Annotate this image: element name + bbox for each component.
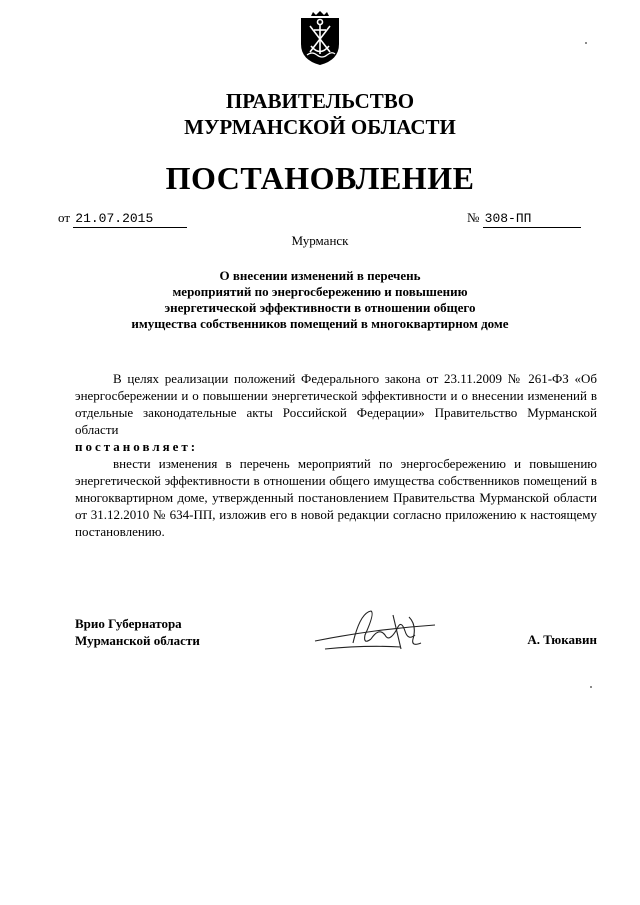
signatory-title bbox=[75, 615, 200, 649]
number-row bbox=[467, 210, 581, 228]
signatory-title-line1: Врио Губернатора bbox=[75, 616, 182, 631]
city: Мурманск bbox=[291, 233, 349, 248]
government-name-line1: ПРАВИТЕЛЬСТВО bbox=[225, 89, 415, 113]
subject-line: О внесении изменений в перечень bbox=[219, 268, 421, 283]
scan-speck bbox=[590, 686, 592, 688]
resolution-paragraph: внести изменения в перечень мероприятий по энергосбережению и повышению энергетической эффективности в отношении общего имущества собственников помещений в многоквартирном доме, утвержденный постановлением Правительства Мурманской области от 31.12.2010 № 634-ПП, изложив его в новой редакции согласно приложению к настоящему постановлению. bbox=[75, 456, 597, 539]
coat-of-arms-emblem bbox=[298, 10, 342, 66]
signatory-name: А. Тюкавин bbox=[527, 632, 597, 647]
number-prefix: № bbox=[467, 210, 480, 225]
document-number: 308-ПП bbox=[483, 211, 581, 228]
subject-line: мероприятий по энергосбережению и повышению bbox=[172, 284, 468, 299]
subject-line: энергетической эффективности в отношении общего bbox=[164, 300, 476, 315]
date-row bbox=[58, 210, 187, 228]
preamble-paragraph: В целях реализации положений Федерального закона от 23.11.2009 № 261-ФЗ «Об энергосбережении и о повышении энергетической эффективности и о внесении изменений в отдельные законодательные акты Российской Федерации» Правительство Мурманской области bbox=[75, 371, 597, 437]
document-body bbox=[75, 370, 597, 540]
scan-speck bbox=[585, 42, 587, 44]
decides-keyword: постановляет: bbox=[75, 439, 199, 454]
government-name-line2: МУРМАНСКОЙ ОБЛАСТИ bbox=[184, 115, 456, 139]
date-prefix: от bbox=[58, 210, 71, 225]
document-type-title: ПОСТАНОВЛЕНИЕ bbox=[165, 160, 475, 196]
handwritten-signature bbox=[305, 605, 445, 660]
subject-line: имущества собственников помещений в многоквартирном доме bbox=[131, 316, 509, 331]
signatory-title-line2: Мурманской области bbox=[75, 633, 200, 648]
signature-block bbox=[75, 615, 597, 675]
government-name bbox=[0, 88, 640, 140]
document-subject bbox=[0, 268, 640, 332]
document-date: 21.07.2015 bbox=[73, 211, 187, 228]
